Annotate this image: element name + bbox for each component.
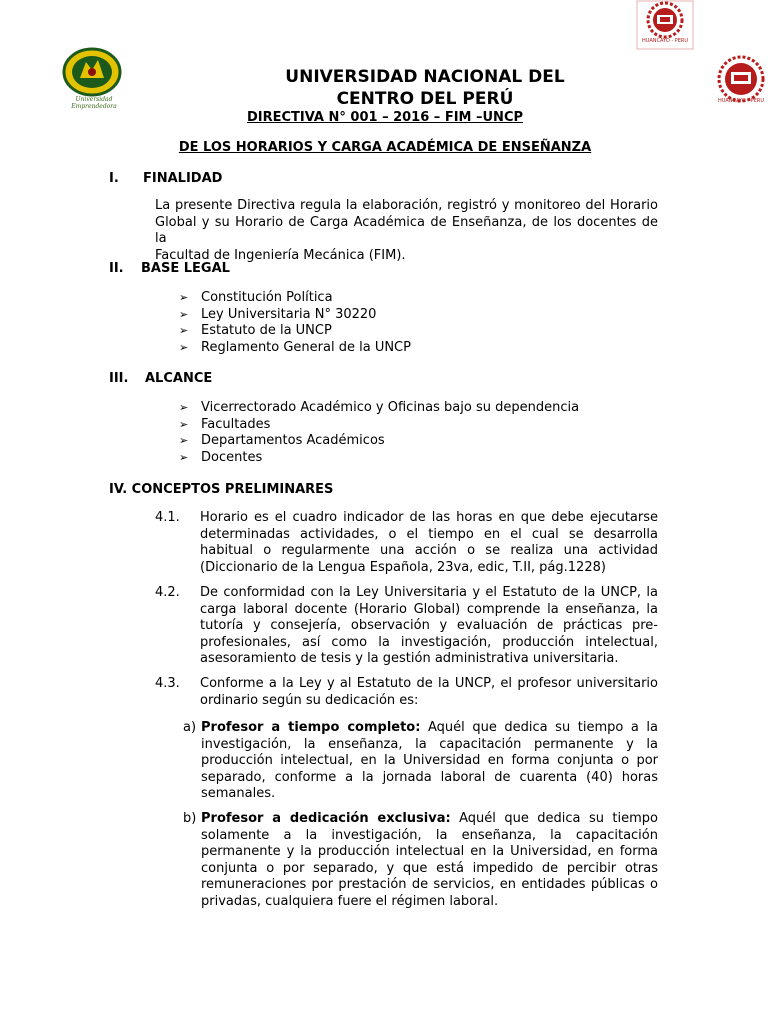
title-line-1: UNIVERSIDAD NACIONAL DEL [285,67,565,87]
item-4-2-number: 4.2. [155,585,180,600]
section-1-paragraph: La presente Directiva regula la elaboración, registró y monitoreo del Horario Global y su Horario de Carga Académica de Enseñanza, de los docentes de la Facultad de Ingeniería Mecánica (FIM). [155,198,658,263]
item-4-1-paragraph: Horario es el cuadro indicador de las horas en que debe ejecutarse determinadas actividades, o el tiempo en el cual se desarrolla habitual o regularmente una acción o se realiza una actividad (Diccionario de la Lengua Española, 23va, edic, T.II, pág.1228) [200,510,658,575]
item-4-2-paragraph: De conformidad con la Ley Universitaria y el Estatuto de la UNCP, la carga laboral docente (Horario Global) comprende la enseñanza, la tutoría y consejería, observación y evaluación de prácticas pre- profesionales, así como la investigación, producción intelectual, asesoramiento de tesis y la gestión administrativa universitaria. [200,585,658,666]
section-1-number: I. [109,171,119,186]
list-item: ➢ Ley Universitaria N° 30220 [179,306,377,322]
list-item: ➢ Reglamento General de la UNCP [179,339,411,355]
arrow-bullet-icon: ➢ [179,291,189,304]
arrow-bullet-icon: ➢ [179,434,189,447]
section-1-title: FINALIDAD [143,171,223,186]
list-item: ➢ Facultades [179,416,271,432]
section-3-list [179,400,579,466]
arrow-bullet-icon: ➢ [179,324,189,337]
university-title [240,66,610,109]
arrow-bullet-icon: ➢ [179,307,189,321]
arrow-bullet-icon: ➢ [179,417,189,431]
section-4-title: IV. CONCEPTOS PRELIMINARES [109,482,334,497]
item-b-paragraph: Profesor a dedicación exclusiva: Aquél que dedica su tiempo solamente a la investigación, la enseñanza, la capacitación permanente y la producción intelectual en la Universidad, en forma conjunta o por separado, y que está impedido de percibir otras remuneraciones por prestación de servicios, en entidades públicas o privadas, cualquiera fuere el régimen laboral. [201,811,658,909]
item-4-1-number: 4.1. [155,510,180,525]
section-2-number: II. [109,261,124,276]
arrow-bullet-icon: ➢ [179,401,189,414]
list-item: ➢ Departamentos Académicos [179,433,385,448]
section-3-number: III. [109,371,129,386]
item-a-paragraph: Profesor a tiempo completo: Aquél que dedica su tiempo a la investigación, la enseñanza, la capacitación permanente y la producción intelectual, en la Universidad en forma conjunta o por separado, conforme a la jornada laboral de cuarenta (40) horas semanales. [201,720,659,801]
directive-number: DIRECTIVA N° 001 – 2016 – FIM –UNCP [246,110,524,125]
item-b-term: Profesor a dedicación exclusiva: [201,811,451,826]
section-2-list [179,290,411,356]
seal-top-caption: HUANCAYO - PERU [641,38,689,44]
title-line-2: CENTRO DEL PERÚ [336,89,514,109]
list-item: ➢ Constitución Política [179,290,333,305]
list-item: ➢ Vicerrectorado Académico y Oficinas bajo su dependencia [179,400,580,415]
section-3-title: ALCANCE [145,371,213,386]
item-a-letter: a) [183,720,197,735]
arrow-bullet-icon: ➢ [179,340,189,354]
list-item: ➢ Estatuto de la UNCP [179,323,332,338]
item-a-term: Profesor a tiempo completo: [201,720,421,735]
faculty-logo-caption: Universidad Emprendedora [71,96,117,110]
arrow-bullet-icon: ➢ [179,450,189,464]
section-2-title: BASE LEGAL [141,261,230,276]
directive-subject: DE LOS HORARIOS Y CARGA ACADÉMICA DE ENSEÑANZA [178,140,592,155]
item-4-3-paragraph: Conforme a la Ley y al Estatuto de la UNCP, el profesor universitario ordinario según su dedicación es: [200,676,658,708]
seal-right-caption: HUANCAYO - PERU [717,98,765,104]
item-4-3-number: 4.3. [155,676,180,691]
list-item: ➢ Docentes [179,449,263,465]
item-b-letter: b) [183,811,197,826]
